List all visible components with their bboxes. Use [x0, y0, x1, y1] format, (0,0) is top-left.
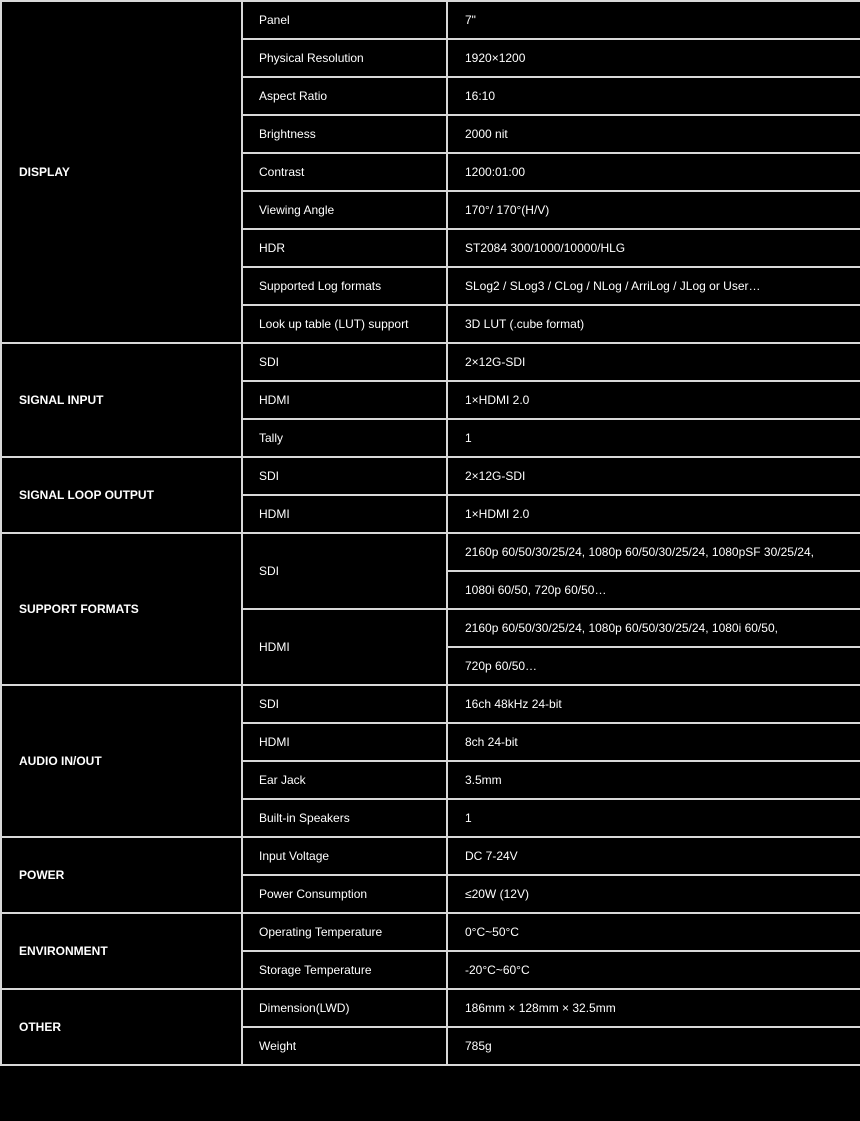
spec-value: 3.5mm [447, 761, 860, 799]
category-audio-in-out: AUDIO IN/OUT [1, 685, 242, 837]
spec-value: 720p 60/50… [447, 647, 860, 685]
spec-label: SDI [242, 685, 447, 723]
spec-value: SLog2 / SLog3 / CLog / NLog / ArriLog / JLog or User… [447, 267, 860, 305]
table-row [1, 913, 860, 951]
spec-value: 7" [447, 1, 860, 39]
spec-value: 1×HDMI 2.0 [447, 381, 860, 419]
spec-label: Input Voltage [242, 837, 447, 875]
spec-label: Supported Log formats [242, 267, 447, 305]
spec-value: ST2084 300/1000/10000/HLG [447, 229, 860, 267]
spec-label: HDMI [242, 609, 447, 685]
spec-label: HDMI [242, 381, 447, 419]
spec-value: 2×12G-SDI [447, 343, 860, 381]
spec-label: HDMI [242, 723, 447, 761]
category-environment: ENVIRONMENT [1, 913, 242, 989]
table-row [1, 343, 860, 381]
spec-label: Power Consumption [242, 875, 447, 913]
category-signal-input: SIGNAL INPUT [1, 343, 242, 457]
spec-label: HDR [242, 229, 447, 267]
spec-table-body [1, 1, 860, 1065]
spec-value: 16ch 48kHz 24-bit [447, 685, 860, 723]
spec-label: SDI [242, 533, 447, 609]
spec-label: Aspect Ratio [242, 77, 447, 115]
category-display: DISPLAY [1, 1, 242, 343]
spec-value: 8ch 24-bit [447, 723, 860, 761]
spec-label: HDMI [242, 495, 447, 533]
spec-label: Storage Temperature [242, 951, 447, 989]
spec-value: 2160p 60/50/30/25/24, 1080p 60/50/30/25/24, 1080pSF 30/25/24, [447, 533, 860, 571]
table-row [1, 989, 860, 1027]
spec-value: -20°C~60°C [447, 951, 860, 989]
spec-value: 186mm × 128mm × 32.5mm [447, 989, 860, 1027]
table-row [1, 837, 860, 875]
spec-label: Panel [242, 1, 447, 39]
table-row [1, 533, 860, 571]
spec-value: 2×12G-SDI [447, 457, 860, 495]
spec-label: Dimension(LWD) [242, 989, 447, 1027]
spec-label: Operating Temperature [242, 913, 447, 951]
spec-label: Physical Resolution [242, 39, 447, 77]
spec-value: 170°/ 170°(H/V) [447, 191, 860, 229]
category-support-formats: SUPPORT FORMATS [1, 533, 242, 685]
table-row [1, 1, 860, 39]
spec-value: 785g [447, 1027, 860, 1065]
category-other: OTHER [1, 989, 242, 1065]
spec-value: 3D LUT (.cube format) [447, 305, 860, 343]
spec-value: 1×HDMI 2.0 [447, 495, 860, 533]
spec-value: 2000 nit [447, 115, 860, 153]
spec-value: 1200:01:00 [447, 153, 860, 191]
spec-label: Tally [242, 419, 447, 457]
spec-value: 1 [447, 419, 860, 457]
spec-label: Weight [242, 1027, 447, 1065]
spec-value: ≤20W (12V) [447, 875, 860, 913]
spec-label: Built-in Speakers [242, 799, 447, 837]
spec-value: 1 [447, 799, 860, 837]
spec-label: Contrast [242, 153, 447, 191]
spec-label: SDI [242, 457, 447, 495]
category-power: POWER [1, 837, 242, 913]
spec-value: 1920×1200 [447, 39, 860, 77]
spec-value: 16:10 [447, 77, 860, 115]
spec-value: DC 7-24V [447, 837, 860, 875]
spec-value: 2160p 60/50/30/25/24, 1080p 60/50/30/25/24, 1080i 60/50, [447, 609, 860, 647]
spec-label: Brightness [242, 115, 447, 153]
spec-label: Look up table (LUT) support [242, 305, 447, 343]
spec-label: SDI [242, 343, 447, 381]
table-row [1, 457, 860, 495]
spec-value: 1080i 60/50, 720p 60/50… [447, 571, 860, 609]
table-row [1, 685, 860, 723]
spec-label: Viewing Angle [242, 191, 447, 229]
category-signal-loop-output: SIGNAL LOOP OUTPUT [1, 457, 242, 533]
spec-label: Ear Jack [242, 761, 447, 799]
spec-value: 0°C~50°C [447, 913, 860, 951]
